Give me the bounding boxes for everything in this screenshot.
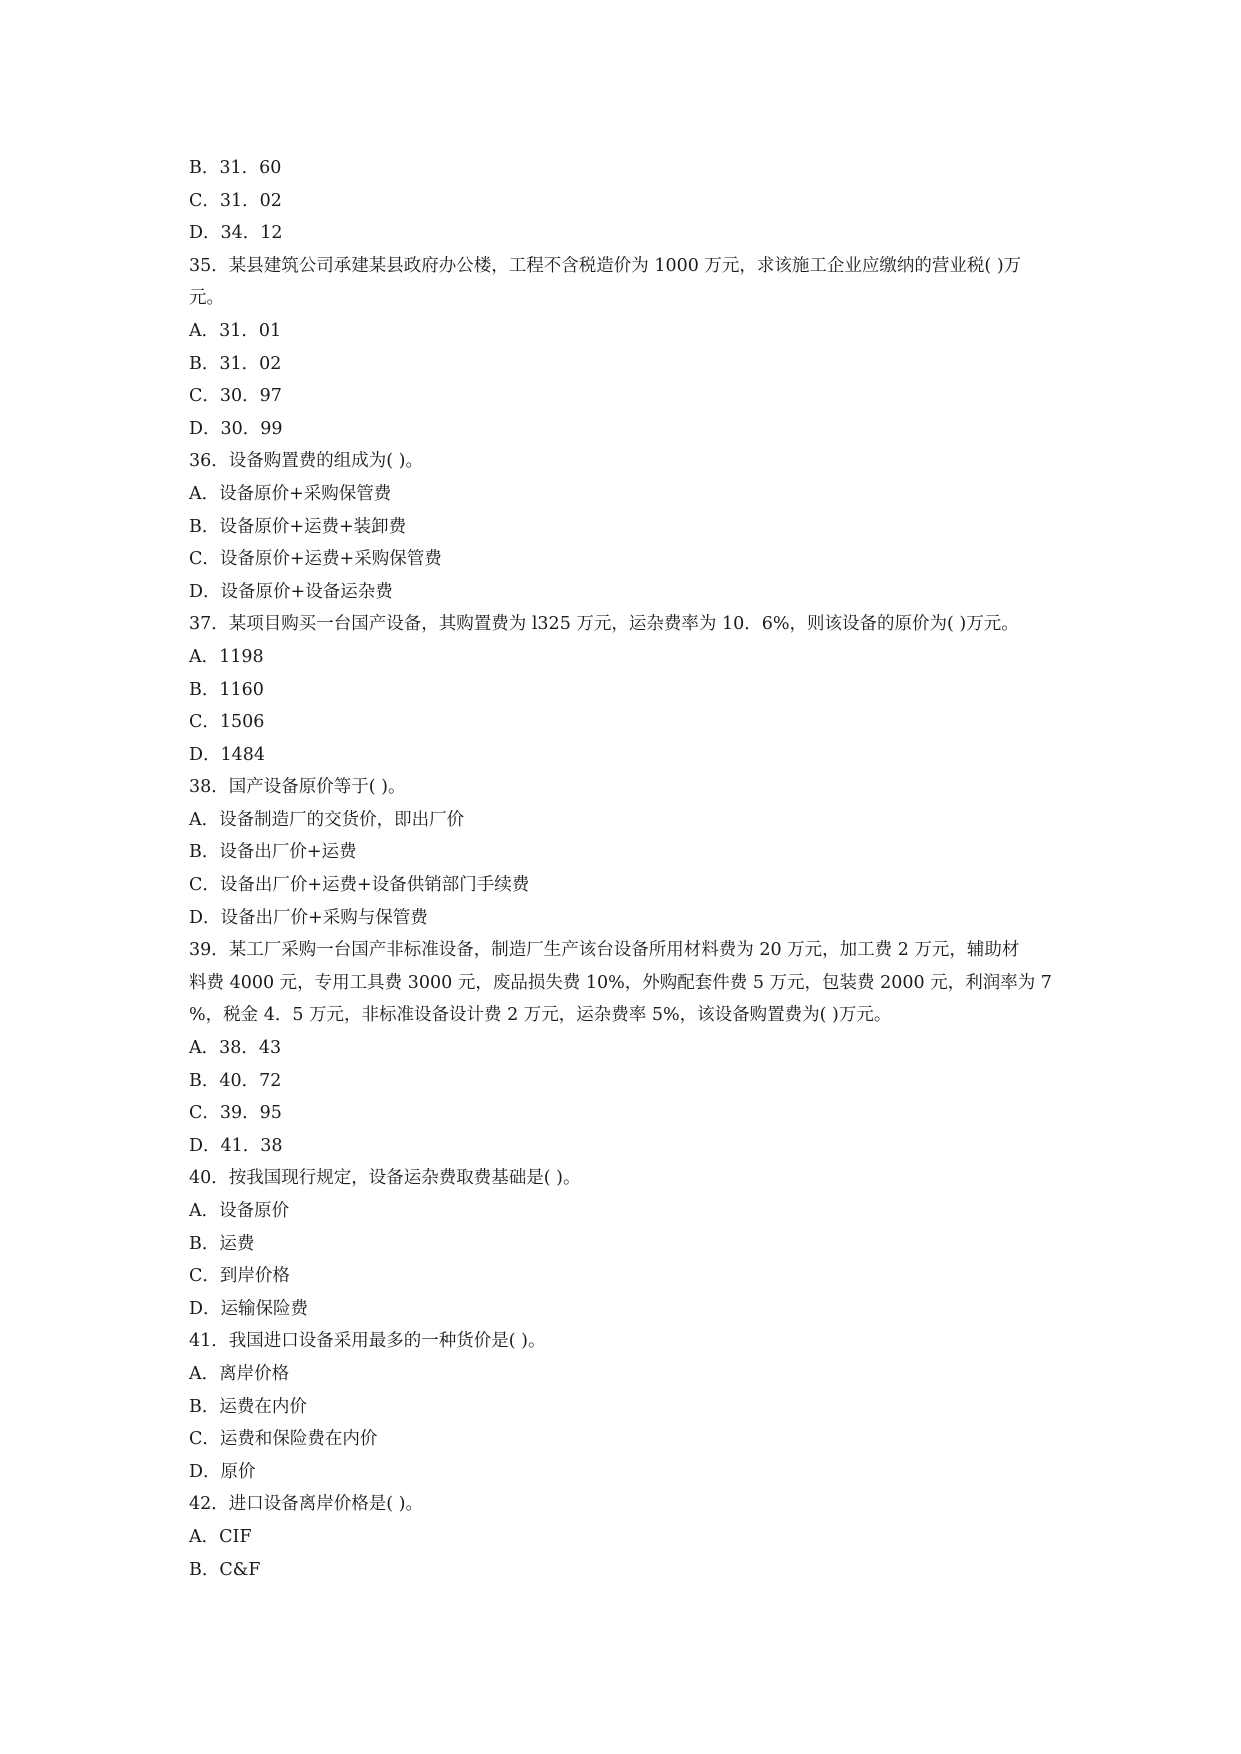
- text-line: D．41．38: [189, 1135, 283, 1156]
- text-line: B．40．72: [189, 1070, 282, 1091]
- text-line: A．1198: [189, 646, 264, 667]
- text-line: 39．某工厂采购一台国产非标准设备，制造厂生产该台设备所用材料费为 20 万元，加工费 2 万元，辅助材: [189, 940, 1020, 961]
- text-line: A．设备制造厂的交货价，即出厂价: [189, 809, 465, 830]
- document-body: [189, 152, 1069, 1586]
- text-line: C．1506: [189, 712, 265, 733]
- text-line: D．1484: [189, 744, 266, 765]
- text-line: A．31．01: [189, 320, 282, 341]
- text-line: D．原价: [189, 1461, 256, 1482]
- text-line: B．运费在内价: [189, 1396, 307, 1417]
- text-line: C．30．97: [189, 386, 282, 407]
- text-line: 40．按我国现行规定，设备运杂费取费基础是( )。: [189, 1168, 581, 1189]
- text-line: C．设备出厂价+运费+设备供销部门手续费: [189, 875, 530, 896]
- text-line: D．运输保险费: [189, 1298, 309, 1319]
- text-line: A．离岸价格: [189, 1363, 290, 1384]
- text-line: B．1160: [189, 679, 264, 700]
- text-line: 35．某县建筑公司承建某县政府办公楼，工程不含税造价为 1000 万元，求该施工企业应缴纳的营业税( )万: [189, 255, 1022, 276]
- text-line: D．34．12: [189, 223, 283, 244]
- text-line: B．C&F: [189, 1559, 261, 1580]
- text-line: D．设备出厂价+采购与保管费: [189, 907, 428, 928]
- text-line: 料费 4000 元，专用工具费 3000 元，废品损失费 10%，外购配套件费 5 万元，包装费 2000 元，利润率为 7: [189, 972, 1052, 993]
- text-line: 38．国产设备原价等于( )。: [189, 777, 406, 798]
- text-line: C．设备原价+运费+采购保管费: [189, 549, 442, 570]
- text-line: %，税金 4．5 万元，非标准设备设计费 2 万元，运杂费率 5%，该设备购置费为( )万元。: [189, 1005, 892, 1026]
- text-line: D．设备原价+设备运杂费: [189, 581, 393, 602]
- text-line: 37．某项目购买一台国产设备，其购置费为 l325 万元，运杂费率为 10．6%，则该设备的原价为( )万元。: [189, 614, 1019, 635]
- text-line: B．31．60: [189, 158, 282, 178]
- text-line: 36．设备购置费的组成为( )。: [189, 451, 423, 472]
- text-line: A．CIF: [189, 1526, 252, 1547]
- text-line: 41．我国进口设备采用最多的一种货价是( )。: [189, 1331, 546, 1352]
- text-line: 42．进口设备离岸价格是( )。: [189, 1494, 423, 1515]
- text-line: C．39．95: [189, 1103, 282, 1124]
- text-line: B．设备出厂价+运费: [189, 842, 357, 863]
- text-line: B．运费: [189, 1233, 255, 1254]
- text-line: C．31．02: [189, 190, 282, 211]
- text-line: 元。: [189, 288, 224, 309]
- text-line: A．设备原价: [189, 1201, 290, 1221]
- text-line: B．设备原价+运费+装卸费: [189, 516, 407, 537]
- text-line: C．运费和保险费在内价: [189, 1429, 378, 1450]
- text-line: D．30．99: [189, 418, 283, 439]
- text-line: A．38．43: [189, 1038, 282, 1059]
- text-line: C．到岸价格: [189, 1266, 290, 1287]
- text-line: A．设备原价+采购保管费: [189, 483, 392, 504]
- text-line: B．31．02: [189, 353, 282, 374]
